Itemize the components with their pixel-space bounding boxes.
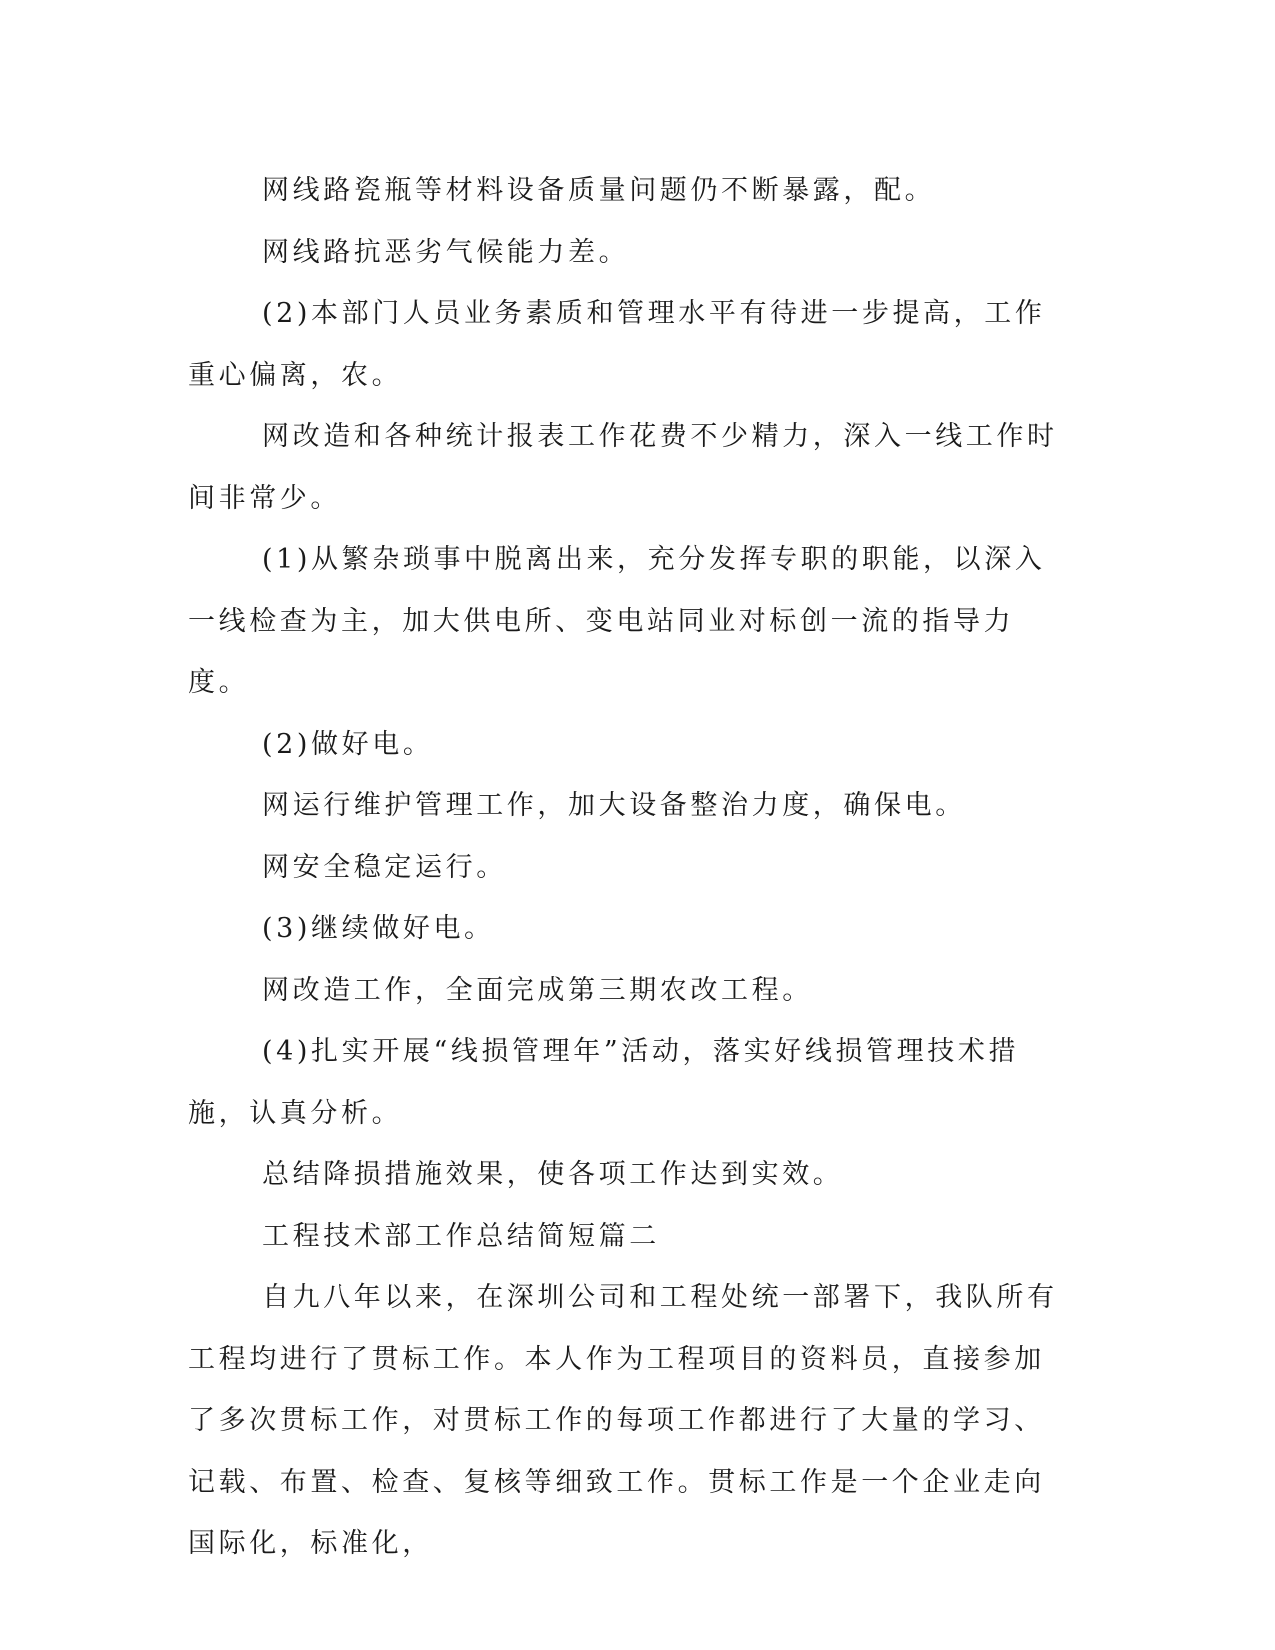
paragraph-7: 网运行维护管理工作，加大设备整治力度，确保电。	[262, 790, 966, 821]
document-body	[188, 160, 1073, 1575]
paragraph-5: (1)从繁杂琐事中脱离出来，充分发挥专职的职能，以深入一线检查为主，加大供电所、变电站同业对标创一流的指导力度。	[188, 544, 1046, 698]
section-heading: 工程技术部工作总结简短篇二	[262, 1220, 660, 1252]
paragraph-4: 网改造和各种统计报表工作花费不少精力，深入一线工作时间非常少。	[188, 421, 1058, 514]
paragraph-2: 网线路抗恶劣气候能力差。	[262, 236, 630, 268]
paragraph-1: 网线路瓷瓶等材料设备质量问题仍不断暴露，配。	[262, 175, 936, 206]
paragraph-8: 网安全稳定运行。	[262, 851, 507, 883]
paragraph-3: (2)本部门人员业务素质和管理水平有待进一步提高，工作重心偏离，农。	[188, 298, 1046, 391]
paragraph-11: (4)扎实开展“线损管理年”活动，落实好线损管理技术措施，认真分析。	[188, 1036, 1020, 1129]
paragraph-9: (3)继续做好电。	[262, 913, 495, 944]
paragraph-12: 总结降损措施效果，使各项工作达到实效。	[262, 1159, 844, 1190]
paragraph-10: 网改造工作，全面完成第三期农改工程。	[262, 974, 813, 1006]
paragraph-13: 自九八年以来，在深圳公司和工程处统一部署下，我队所有工程均进行了贯标工作。本人作为工程项目的资料员，直接参加了多次贯标工作，对贯标工作的每项工作都进行了大量的学习、记载、布置、检查、复核等细致工作。贯标工作是一个企业走向国际化，标准化，	[188, 1282, 1058, 1559]
paragraph-6: (2)做好电。	[262, 728, 434, 760]
